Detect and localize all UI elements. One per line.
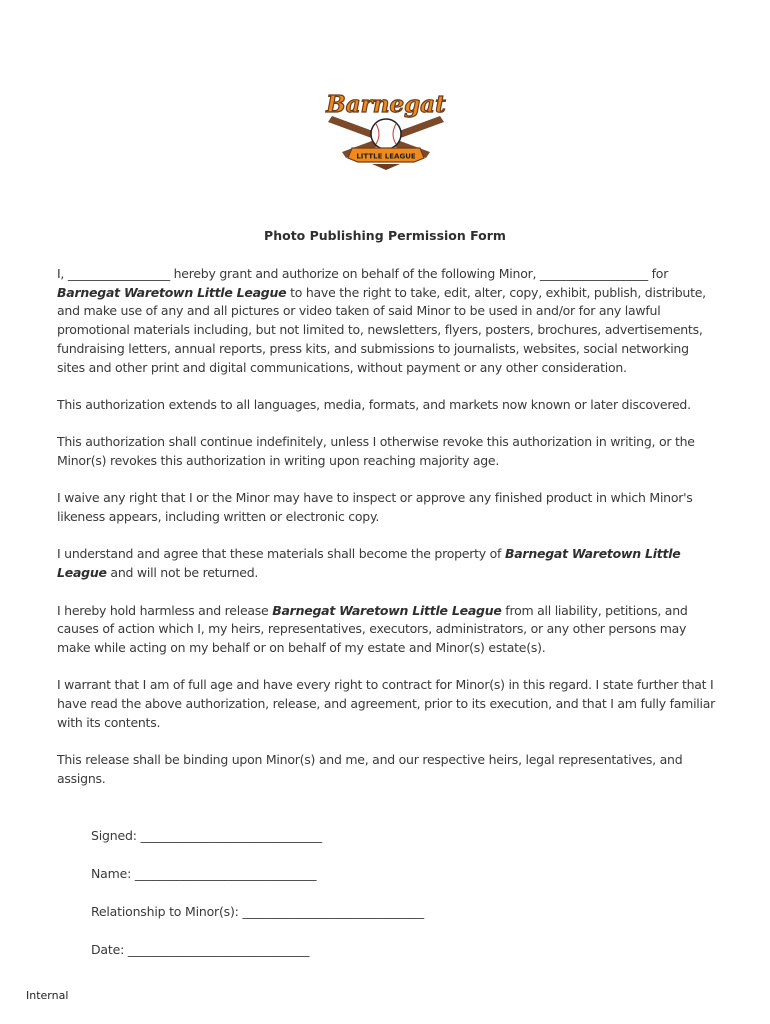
date-line[interactable]: Date: ______________________________ [91,942,310,957]
paragraph-warranty: I warrant that I am of full age and have every right to contract for Minor(s) in this regard. I state further that I have read the above authorization, release, and agreement, prior to its execution, and that I am fully familiar with its contents. [57,677,716,730]
paragraph-duration: This authorization shall continue indefinitely, unless I otherwise revoke this authorization in writing, or the Minor(s) revokes this authorization in writing upon reaching majority age. [57,434,695,468]
logo-wordmark: Barnegat [326,91,446,118]
paragraph-grant: I, _________________ hereby grant and authorize on behalf of the following Minor, __________________ for Barnegat Waretown Little League to have the right to take, edit, alter, copy, exhibit, publish, distribute, and make use of any and all pictures or video taken of said Minor to be used in and/or for any lawful promotional materials including, but not limited to, newsletters, flyers, posters, brochures, advertisements, fundraising letters, annual reports, press kits, and submissions to journalists, websites, social networking sites and other print and digital communications, without payment or any other consideration. [57,266,706,375]
org-name: Barnegat Waretown Little League [57,284,287,300]
classification-footer: Internal [26,989,69,1002]
relationship-line[interactable]: Relationship to Minor(s): ______________________________ [91,904,424,919]
signed-line[interactable]: Signed: ______________________________ [91,828,322,843]
barnegat-little-league-logo [318,86,454,170]
logo-banner-text: LITTLE LEAGUE [356,152,416,161]
paragraph-binding: This release shall be binding upon Minor(s) and me, and our respective heirs, legal representatives, and assigns. [57,752,683,786]
name-line[interactable]: Name: ______________________________ [91,866,317,881]
paragraph-release: I hereby hold harmless and release Barnegat Waretown Little League from all liability, petitions, and causes of action which I, my heirs, representatives, executors, administrators, or any other persons may make while acting on my behalf or on behalf of my estate and Minor(s) estate(s). [57,602,688,655]
org-name: Barnegat Waretown Little League [272,602,502,618]
paragraph-extent: This authorization extends to all languages, media, formats, and markets now known or later discovered. [57,396,691,412]
page-title: Photo Publishing Permission Form [264,228,506,243]
paragraph-waiver: I waive any right that I or the Minor may have to inspect or approve any finished product in which Minor's likeness appears, including written or electronic copy. [57,490,693,525]
paragraph-property: I understand and agree that these materials shall become the property of Barnegat Waretown Little League and will not be returned. [57,546,681,581]
org-name: Barnegat Waretown Little League [57,546,681,581]
document-body [57,265,717,807]
